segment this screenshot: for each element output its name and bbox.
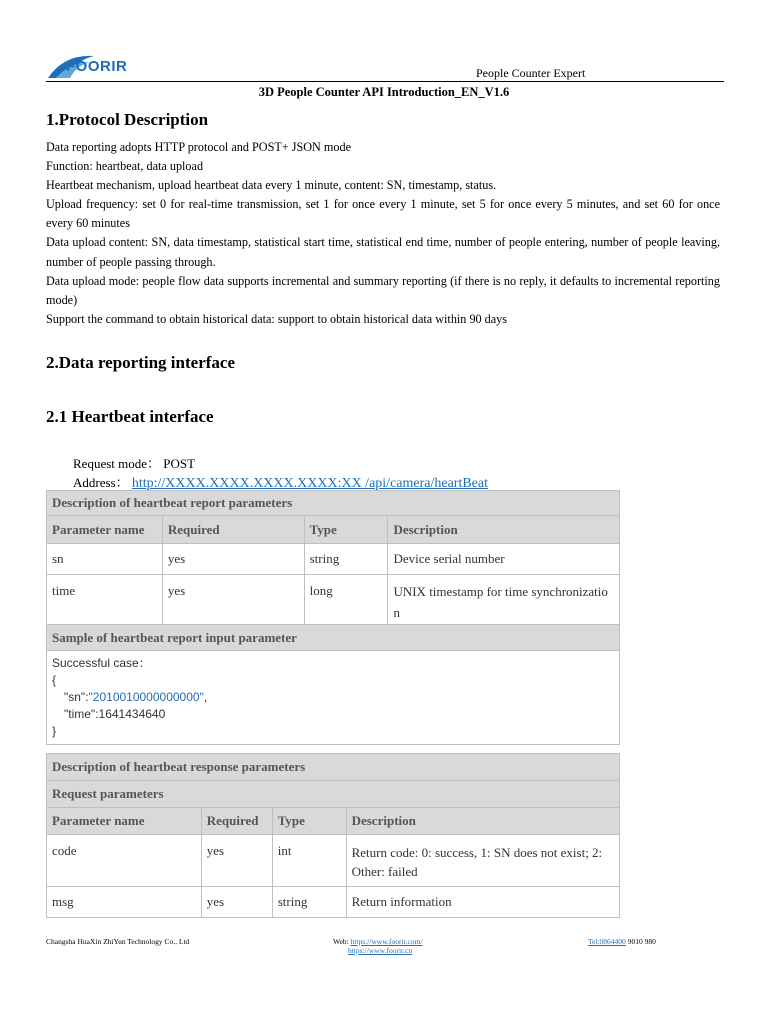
section-2-heading: 2.Data reporting interface xyxy=(46,353,235,372)
table-cell: msg xyxy=(47,887,202,918)
table-cell: long xyxy=(304,575,388,625)
table-cell: Return code: 0: success, 1: SN does not exist; 2: Other: failed xyxy=(346,835,619,887)
table-cell: Device serial number xyxy=(388,544,620,575)
footer-web-label: Web: xyxy=(333,937,349,946)
code-key: "sn": xyxy=(64,690,89,704)
footer-web-2 xyxy=(348,946,412,955)
paragraph: Support the command to obtain historical data: support to obtain historical data within 90 days xyxy=(46,311,508,326)
address-label: Address： xyxy=(73,475,129,490)
table-title: Description of heartbeat report parameters xyxy=(47,491,620,516)
document-title: 3D People Counter API Introduction_EN_V1.6 xyxy=(258,85,510,99)
column-header: Parameter name xyxy=(47,808,202,835)
table-cell: time xyxy=(47,575,163,625)
table-cell: int xyxy=(272,835,346,887)
table-cell: UNIX timestamp for time synchronization xyxy=(388,575,620,625)
header-divider xyxy=(46,81,724,82)
table-title: Description of heartbeat response parameters xyxy=(47,754,620,781)
logo-text: FOORIR xyxy=(66,58,128,75)
address-link[interactable]: http://XXXX.XXXX.XXXX.XXXX:XX /api/camera/heartBeat xyxy=(131,476,488,491)
column-header: Description xyxy=(388,516,620,544)
column-header: Type xyxy=(272,808,346,835)
table-cell: string xyxy=(272,887,346,918)
footer-tel-rest: 9010 980 xyxy=(627,937,656,946)
table-subtitle: Request parameters xyxy=(47,781,620,808)
code-line xyxy=(52,689,614,706)
table-cell: yes xyxy=(162,575,304,625)
footer-web-link-1[interactable]: https://www.foorir.com/ xyxy=(350,937,423,946)
paragraph: Function: heartbeat, data upload xyxy=(46,159,204,174)
sample-title: Sample of heartbeat report input parameter xyxy=(47,625,620,651)
sample-code-block xyxy=(47,651,620,745)
table-cell: string xyxy=(304,544,388,575)
code-brace: { xyxy=(52,673,57,687)
sample-case-label: Successful case： xyxy=(52,656,151,670)
section-1-body xyxy=(46,138,720,329)
code-comma: , xyxy=(203,690,208,704)
footer-tel-link[interactable]: Tel:0864400 xyxy=(588,937,626,946)
footer-company: Changsha HuaXin ZhiYun Technology Co., Ltd xyxy=(46,937,190,946)
heartbeat-report-table xyxy=(46,490,620,745)
heartbeat-response-table xyxy=(46,753,620,918)
column-header: Parameter name xyxy=(47,516,163,544)
footer-web xyxy=(333,937,423,946)
section-2-1-heading: 2.1 Heartbeat interface xyxy=(46,407,214,426)
table-cell: yes xyxy=(162,544,304,575)
table-cell: sn xyxy=(47,544,163,575)
request-mode: Request mode： POST xyxy=(73,456,196,471)
table-row xyxy=(47,835,620,887)
paragraph: Data upload content: SN, data timestamp, statistical start time, statistical end time, number of people entering, number of people leaving, number of people passing through. xyxy=(46,235,720,269)
column-header: Required xyxy=(162,516,304,544)
column-header: Description xyxy=(346,808,619,835)
code-line: "time":1641434640 xyxy=(64,707,166,721)
paragraph: Upload frequency: set 0 for real-time transmission, set 1 for once every 1 minute, set 5 for once every 5 minutes, and set 60 for once every 60 minutes xyxy=(46,197,720,231)
table-cell: yes xyxy=(201,887,272,918)
code-brace: } xyxy=(52,724,57,738)
footer-tel xyxy=(588,937,656,946)
footer-web-link-2[interactable]: https://www.foorir.cn xyxy=(348,946,413,955)
column-header: Type xyxy=(304,516,388,544)
paragraph: Heartbeat mechanism, upload heartbeat data every 1 minute, content: SN, timestamp, status. xyxy=(46,178,497,193)
section-1-heading: 1.Protocol Description xyxy=(46,110,209,129)
column-header: Required xyxy=(201,808,272,835)
header-tagline: People Counter Expert xyxy=(476,66,586,80)
address-line xyxy=(73,472,488,492)
paragraph: Data reporting adopts HTTP protocol and POST+ JSON mode xyxy=(46,140,351,154)
paragraph: Data upload mode: people flow data supports incremental and summary reporting (if there is no reply, it defaults to incremental reporting mode) xyxy=(46,273,720,307)
table-cell: code xyxy=(47,835,202,887)
code-value: "2010010000000000" xyxy=(88,690,204,704)
table-cell: Return information xyxy=(346,887,619,918)
table-row xyxy=(47,575,620,625)
table-row xyxy=(47,544,620,575)
table-row xyxy=(47,887,620,918)
table-cell: yes xyxy=(201,835,272,887)
